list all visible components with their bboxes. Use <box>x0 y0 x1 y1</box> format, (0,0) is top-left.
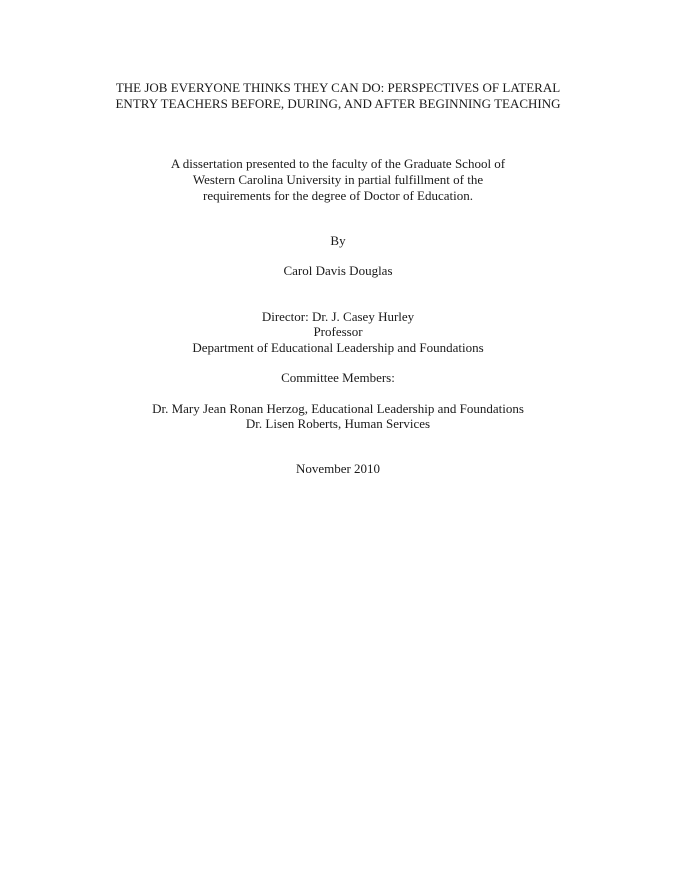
author-name: Carol Davis Douglas <box>283 263 393 278</box>
submission-date: November 2010 <box>295 461 381 476</box>
by-label: By <box>330 233 346 248</box>
statement-line-1: A dissertation presented to the faculty of the Graduate School of <box>170 156 506 171</box>
director-line: Director: Dr. J. Casey Hurley <box>261 309 415 324</box>
title-line-2: ENTRY TEACHERS BEFORE, DURING, AND AFTER BEGINNING TEACHING <box>115 96 561 111</box>
committee-heading: Committee Members: <box>281 370 395 385</box>
committee-member: Dr. Mary Jean Ronan Herzog, Educational Leadership and Foundations <box>152 401 524 416</box>
director-department: Department of Educational Leadership and Foundations <box>192 340 484 355</box>
committee-member: Dr. Lisen Roberts, Human Services <box>245 416 431 431</box>
director-title: Professor <box>313 324 363 339</box>
statement-line-2: Western Carolina University in partial fulfillment of the <box>192 172 484 187</box>
title-line-1: THE JOB EVERYONE THINKS THEY CAN DO: PERSPECTIVES OF LATERAL <box>115 80 561 95</box>
statement-line-3: requirements for the degree of Doctor of Education. <box>202 188 473 203</box>
